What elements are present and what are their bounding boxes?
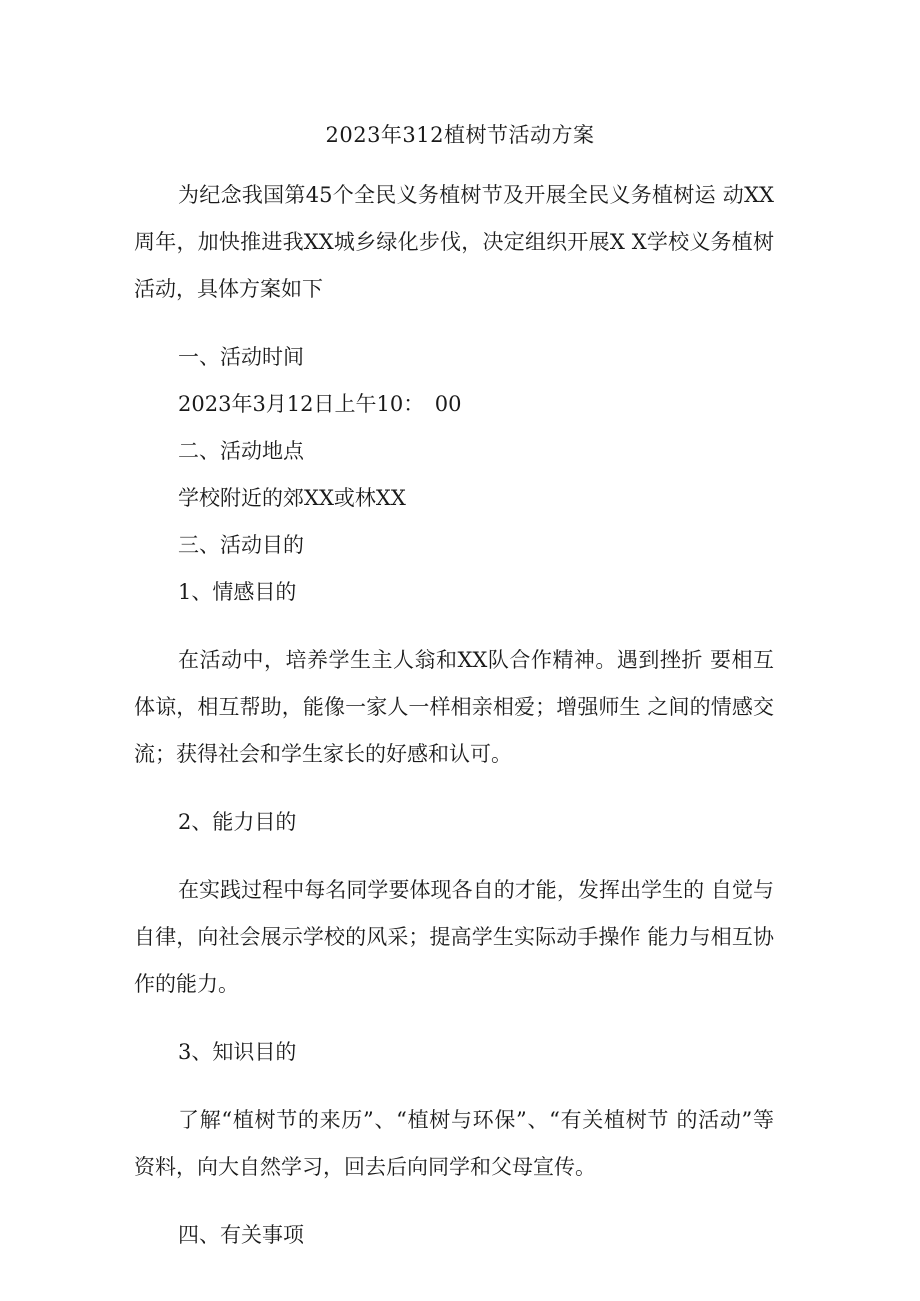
section-heading-time: 一、活动时间 [178, 345, 304, 369]
document-title: 2023年312植树节活动方案 [325, 123, 595, 147]
subsection-text-knowledge: 了解“植树节的来历”、“植树与环保”、“有关植树节 的活动”等资料，向大自然学习，回去后向同学和父母宣传。 [134, 1108, 774, 1179]
section-text-location: 学校附近的郊XX或林XX [178, 486, 406, 510]
section-heading-location: 二、活动地点 [178, 439, 304, 463]
subsection-heading-ability: 2、能力目的 [178, 810, 297, 834]
section-text-time: 2023年3月12日上午10： 00 [178, 392, 462, 416]
subsection-heading-knowledge: 3、知识目的 [178, 1040, 297, 1064]
section-heading-purpose: 三、活动目的 [178, 533, 304, 557]
intro-paragraph: 为纪念我国第45个全民义务植树节及开展全民义务植树运 动XX周年，加快推进我XX城乡绿化步伐，决定组织开展X X学校义务植树活动，具体方案如下 [134, 183, 774, 301]
subsection-text-ability: 在实践过程中每名同学要体现各自的才能，发挥出学生的 自觉与自律，向社会展示学校的风采；提高学生实际动手操作 能力与相互协作的能力。 [134, 878, 774, 996]
subsection-text-emotion: 在活动中，培养学生主人翁和XX队合作精神。遇到挫折 要相互体谅，相互帮助，能像一家人一样相亲相爱；增强师生 之间的情感交流；获得社会和学生家长的好感和认可。 [134, 648, 774, 766]
subsection-heading-emotion: 1、情感目的 [178, 580, 297, 604]
section-heading-matters: 四、有关事项 [178, 1223, 304, 1247]
